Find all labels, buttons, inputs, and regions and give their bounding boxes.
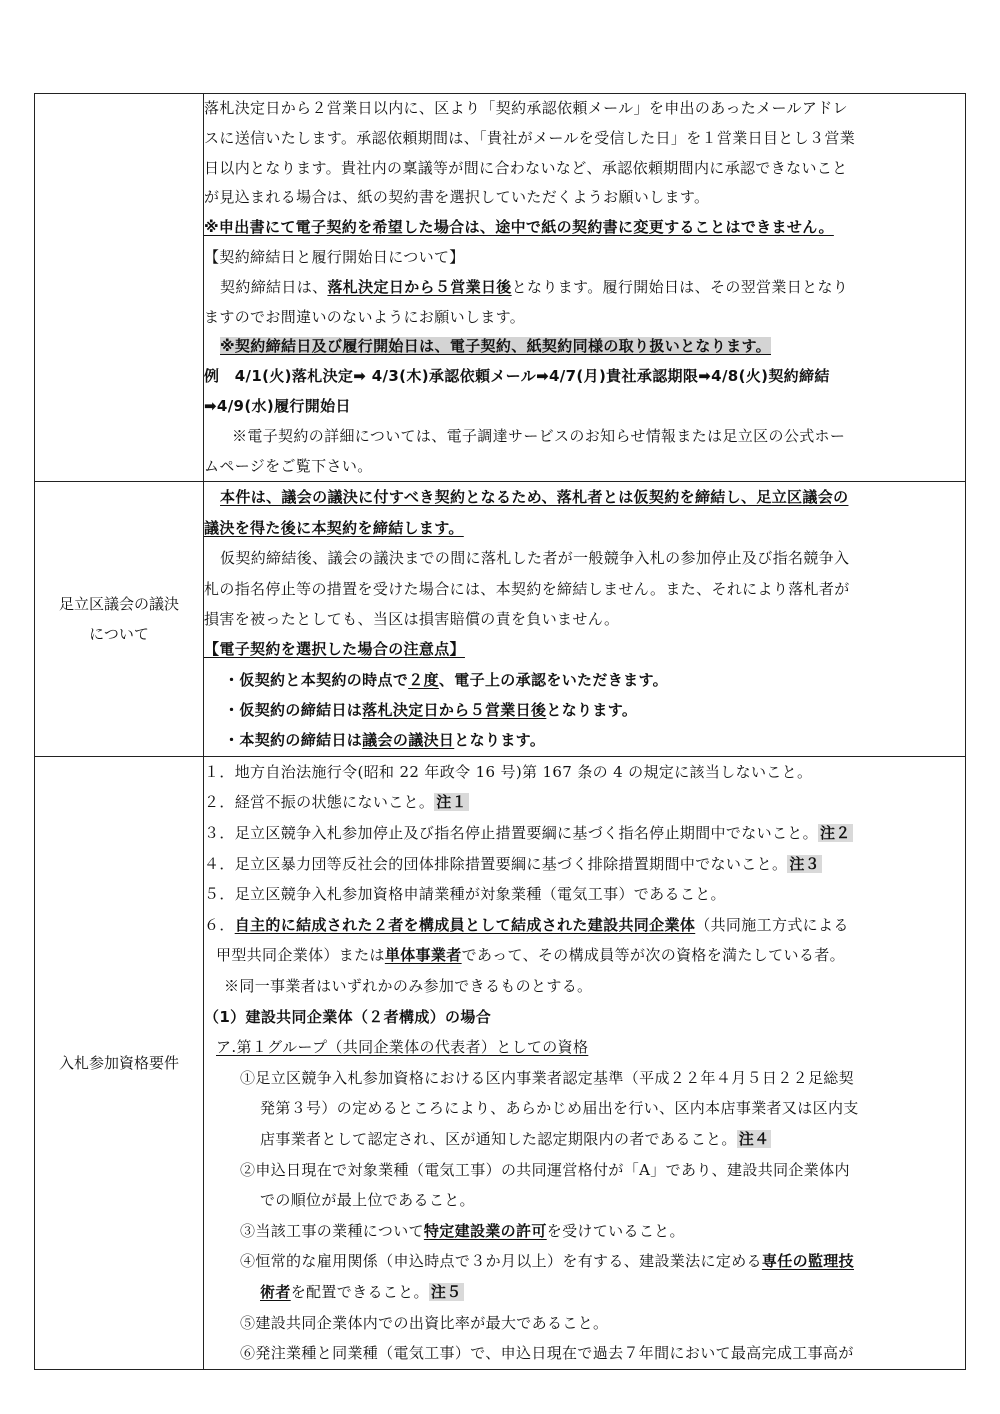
notice-line	[204, 332, 965, 362]
label-line: 足立区議会の議決	[58, 595, 179, 614]
label-line: について	[89, 625, 149, 644]
requirement-line: ①足立区競争入札参加資格における区内事業者認定基準（平成２２年４月５日２２足総契	[240, 1068, 855, 1087]
text-line: 仮契約締結後、議会の議決までの間に落札した者が一般競争入札の参加停止及び指名競争入	[220, 549, 850, 568]
text-line: 日以内となります。貴社内の稟議等が間に合わないなど、承認依頼期間内に承認できないこと	[204, 158, 848, 177]
subheading-text: ア.第１グループ（共同企業体の代表者）としての資格	[216, 1038, 589, 1057]
section-row-eligibility	[35, 756, 966, 1369]
requirement-line: 発第３号）の定めるところにより、あらかじめ届出を行い、区内本店事業者又は区内支	[260, 1099, 859, 1118]
document-table	[34, 93, 966, 1370]
subheading-text: 【電子契約を選択した場合の注意点】	[204, 640, 465, 659]
subheading-line: （1）建設共同企業体（２者構成）の場合	[204, 1007, 492, 1026]
text-part: ６．	[204, 915, 235, 934]
text-line	[204, 273, 965, 303]
notice-text: 本件は、議会の議決に付すべき契約となるため、落札者とは仮契約を締結し、足立区議会の	[220, 488, 849, 507]
example-line: 例 4/1(火)落札決定➡ 4/3(木)承認依頼メール➡4/7(月)貴社承認期限➡4/8(火)契約締結	[204, 367, 830, 386]
label-line: 入札参加資格要件	[58, 1053, 179, 1072]
note-tag: 注４	[738, 1130, 770, 1148]
emphasis-text: 落札決定日から５営業日後	[362, 701, 547, 720]
bullet-line	[204, 695, 965, 725]
example-line: ➡4/9(水)履行開始日	[204, 396, 351, 415]
section-label-empty	[35, 94, 204, 482]
note-tag: 注５	[430, 1282, 462, 1301]
text-part: 、電子上の承認をいただきます。	[438, 670, 668, 689]
requirement-line: ⑤建設共同企業体内での出資比率が最大であること。	[240, 1313, 609, 1332]
requirement-line	[204, 1216, 965, 1247]
text-part: ④恒常的な雇用関係（申込時点で３か月以上）を有する、建設業法に定める	[240, 1252, 762, 1271]
text-part: ３．足立区競争入札参加停止及び指名停止措置要綱に基づく指名停止期間中でないこと。	[204, 824, 819, 843]
subheading-line	[204, 1032, 965, 1063]
requirement-line	[204, 1124, 965, 1155]
emphasis-text: 術者	[260, 1282, 291, 1301]
text-line: 損害を被ったとしても、当区は損害賠償の責を負いません。	[204, 609, 620, 628]
section-body-contract	[204, 94, 966, 482]
note-tag: 注３	[789, 854, 821, 873]
requirement-line	[204, 849, 965, 880]
text-line: ※電子契約の詳細については、電子調達サービスのお知らせ情報または足立区の公式ホー	[232, 426, 846, 445]
text-part: ４．足立区暴力団等反社会的団体排除措置要綱に基づく排除措置期間中でないこと。	[204, 854, 788, 873]
text-part: ２．経営不振の状態にないこと。	[204, 793, 435, 812]
note-tag: 注１	[436, 793, 467, 812]
emphasis-text: 落札決定日から５営業日後	[327, 277, 512, 296]
text-part: （共同施工方式による	[695, 915, 849, 934]
highlight-notice-text: ※契約締結日及び履行開始日は、電子契約、紙契約同様の取り扱いとなります。	[220, 337, 771, 356]
text-part: ・仮契約と本契約の時点で	[224, 670, 409, 689]
requirement-line	[204, 1246, 965, 1277]
note-tag: 注２	[820, 824, 851, 843]
requirement-line	[204, 818, 965, 849]
subheading-line: 【契約締結日と履行開始日について】	[204, 247, 465, 266]
text-part: となります。	[546, 701, 638, 720]
text-part: ・仮契約の締結日は	[224, 701, 363, 720]
emphasis-text: 特定建設業の許可	[423, 1221, 547, 1240]
requirement-line	[204, 787, 965, 818]
emphasis-text: 専任の監理技	[761, 1252, 855, 1271]
requirement-line	[204, 1277, 965, 1308]
requirement-line: ⑥発注業種と同業種（電気工事）で、申込日現在で過去７年間において最高完成工事高が	[240, 1344, 854, 1363]
requirement-line: での順位が最上位であること。	[260, 1191, 475, 1210]
notice-line	[204, 482, 965, 512]
emphasis-text: 単体事業者	[384, 946, 462, 965]
text-part: ・本契約の締結日は	[224, 731, 363, 750]
section-label-eligibility	[35, 756, 204, 1369]
text-part: となります。	[454, 731, 546, 750]
text-part: 店事業者として認定され、区が通知した認定期限内の者であること。	[260, 1130, 737, 1148]
requirement-line	[204, 910, 965, 941]
text-line: スに送信いたします。承認依頼期間は、「貴社がメールを受信した日」を１営業日目とし３営業	[204, 128, 856, 147]
notice-text: 議決を得た後に本契約を締結します。	[204, 518, 464, 537]
text-part: 契約締結日は、	[220, 277, 328, 296]
text-line: 札の指名停止等の措置を受けた場合には、本契約を締結しません。また、それにより落札者が	[204, 579, 850, 598]
text-line: ますのでお間違いのないようにお願いします。	[204, 307, 526, 326]
notice-line	[204, 213, 965, 243]
requirement-line	[204, 940, 965, 971]
requirement-line: １．地方自治法施行令(昭和 22 年政令 16 号)第 167 条の 4 の規定に該当しないこと。	[204, 762, 813, 781]
text-part: を配置できること。	[290, 1282, 429, 1301]
requirement-line: ５．足立区競争入札参加資格申請業種が対象業種（電気工事）であること。	[204, 885, 726, 904]
text-part: 甲型共同企業体）または	[216, 946, 385, 965]
notice-text: ※申出書にて電子契約を希望した場合は、途中で紙の契約書に変更することはできません。	[204, 218, 834, 237]
subheading-line	[204, 634, 965, 664]
text-part: となります。履行開始日は、その翌営業日となり	[511, 277, 849, 296]
text-part: ③当該工事の業種について	[240, 1221, 424, 1240]
emphasis-text: 自主的に結成された２者を構成員として結成された建設共同企業体	[234, 915, 696, 934]
bullet-line	[204, 725, 965, 755]
text-part: を受けていること。	[546, 1221, 685, 1240]
section-body-assembly	[204, 482, 966, 757]
requirement-line: ②申込日現在で対象業種（電気工事）の共同運営格付が「A」であり、建設共同企業体内	[240, 1160, 850, 1179]
section-label-assembly	[35, 482, 204, 757]
text-line: が見込まれる場合は、紙の契約書を選択していただくようお願いします。	[204, 188, 710, 207]
section-body-eligibility	[204, 756, 966, 1369]
text-line: 落札決定日から２営業日以内に、区より「契約承認依頼メール」を申出のあったメールアドレ	[204, 99, 848, 117]
notice-line	[204, 513, 965, 543]
emphasis-text: 議会の議決日	[362, 731, 455, 750]
bullet-line	[204, 665, 965, 695]
emphasis-text: ２度	[408, 670, 439, 689]
section-row-contract	[35, 94, 966, 482]
text-part: であって、その構成員等が次の資格を満たしている者。	[461, 946, 845, 965]
section-row-assembly	[35, 482, 966, 757]
text-line: ムページをご覧下さい。	[204, 456, 373, 475]
requirement-line: ※同一事業者はいずれかのみ参加できるものとする。	[224, 977, 593, 996]
